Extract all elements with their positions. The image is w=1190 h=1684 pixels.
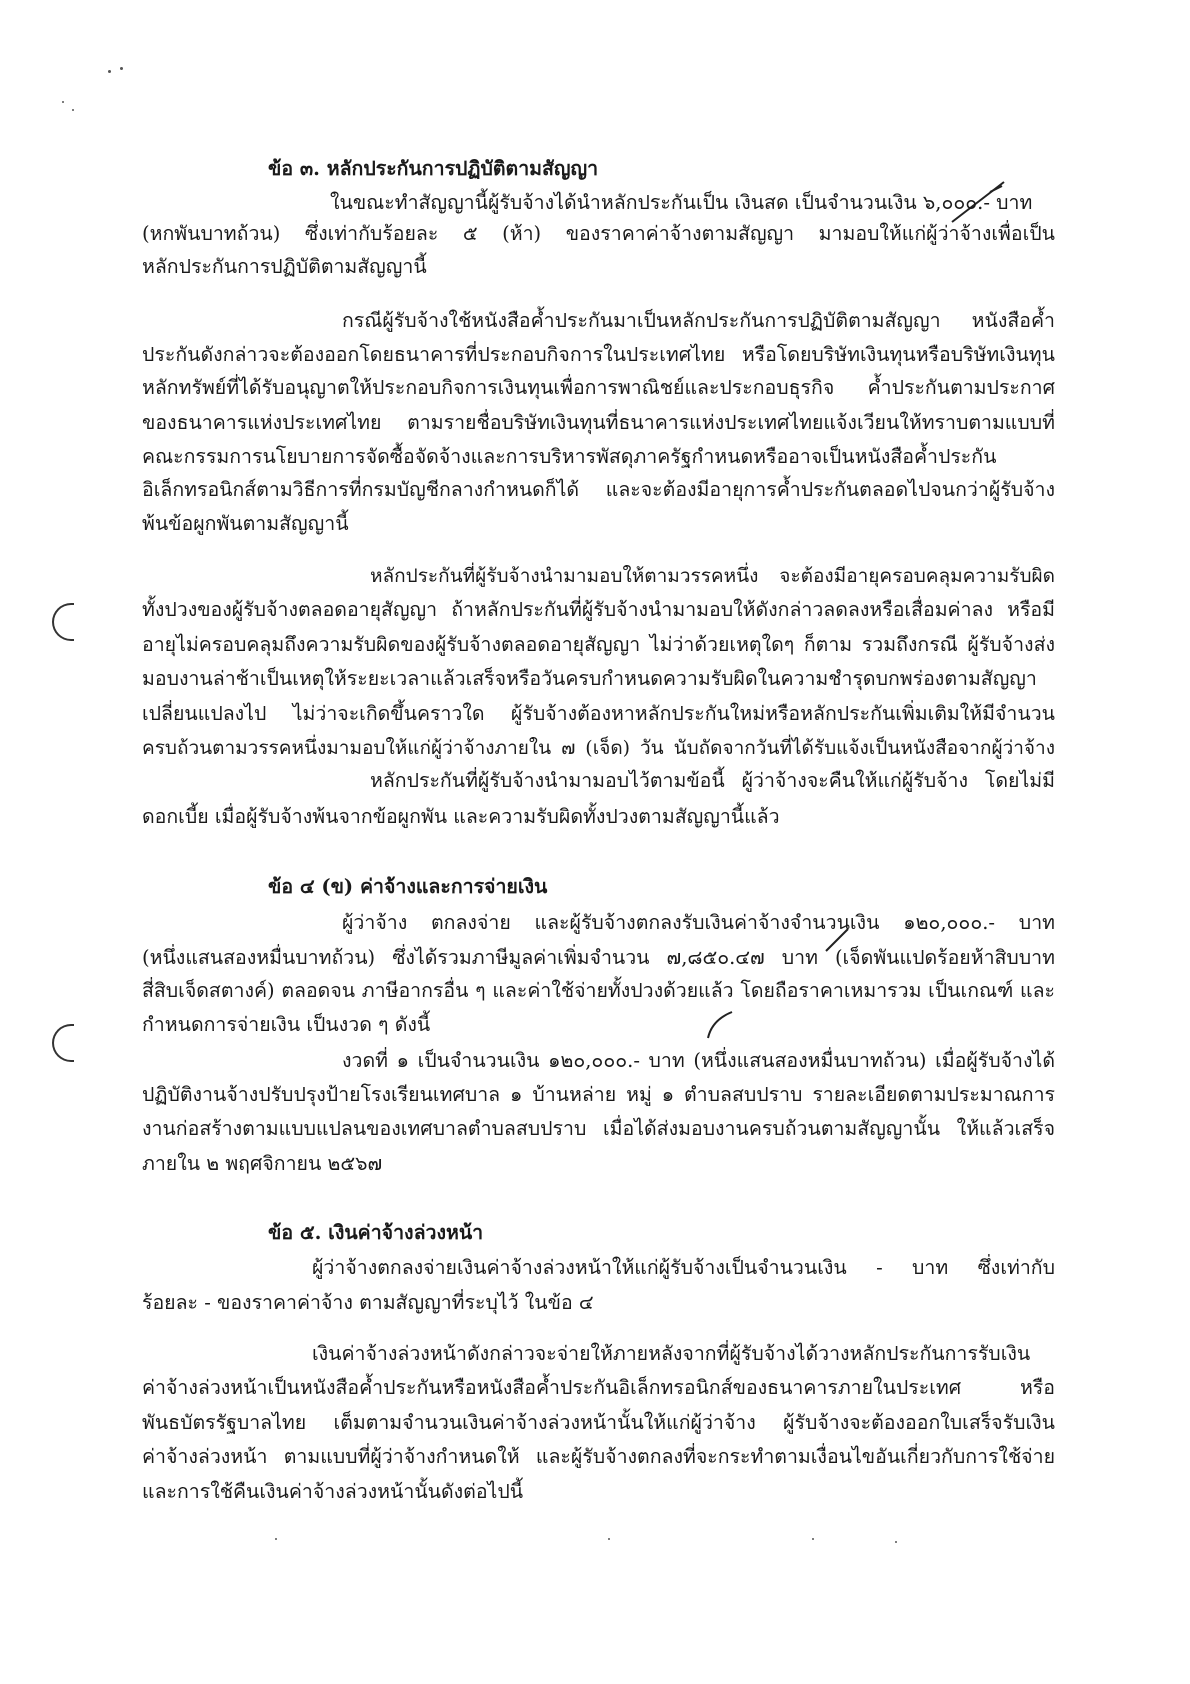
section-4-line: (หนึ่งแสนสองหมื่นบาทถ้วน) ซึ่งได้รวมภาษีมูลค่าเพิ่มจำนวน ๗,๘๕๐.๔๗ บาท (เจ็ดพันแปดร้อยห้าสิบบาท xyxy=(142,946,1055,969)
section-3-line: เปลี่ยนแปลงไป ไม่ว่าจะเกิดขึ้นคราวใด ผู้รับจ้างต้องหาหลักประกันใหม่หรือหลักประกันเพิ่มเติมให้มีจำนวน xyxy=(142,702,1055,725)
section-5-line: ร้อยละ - ของราคาค่าจ้าง ตามสัญญาที่ระบุไว้ ในข้อ ๔ xyxy=(142,1291,594,1314)
scan-speck xyxy=(62,101,64,103)
section-5-line: ค่าจ้างล่วงหน้า ตามแบบที่ผู้ว่าจ้างกำหนดให้ และผู้รับจ้างตกลงที่จะกระทำตามเงื่อนไขอันเกี่ยวกับการใช้จ่าย xyxy=(142,1445,1055,1468)
section-5-line: และการใช้คืนเงินค่าจ้างล่วงหน้านั้นดังต่อไปนี้ xyxy=(142,1480,524,1503)
pen-tick-mark xyxy=(702,1008,736,1042)
punch-hole-mark xyxy=(52,1024,74,1062)
scan-speck xyxy=(812,1538,814,1540)
section-3-line: อิเล็กทรอนิกส์ตามวิธีการที่กรมบัญชีกลางกำหนดก็ได้ และจะต้องมีอายุการค้ำประกันตลอดไปจนกว่าผู้รับจ้าง xyxy=(142,478,1055,501)
scan-speck xyxy=(608,1538,610,1540)
section-4-line: ปฏิบัติงานจ้างปรับปรุงป้ายโรงเรียนเทศบาล ๑ บ้านหล่าย หมู่ ๑ ตำบลสบปราบ รายละเอียดตามประมาณการ xyxy=(142,1083,1055,1106)
section-3-heading: ข้อ ๓. หลักประกันการปฏิบัติตามสัญญา xyxy=(268,157,599,180)
section-3-line: พ้นข้อผูกพันตามสัญญานี้ xyxy=(142,512,349,535)
section-4-heading: ข้อ ๔ (ข) ค่าจ้างและการจ่ายเงิน xyxy=(268,875,548,898)
punch-hole-mark xyxy=(52,603,74,641)
section-3-line: (หกพันบาทถ้วน) ซึ่งเท่ากับร้อยละ ๕ (ห้า) ของราคาค่าจ้างตามสัญญา มามอบให้แก่ผู้ว่าจ้างเพื่อเป็น xyxy=(142,222,1055,245)
section-4-line: ภายใน ๒ พฤศจิกายน ๒๕๖๗ xyxy=(142,1152,383,1175)
scan-speck xyxy=(275,1538,277,1540)
section-4-line: สี่สิบเจ็ดสตางค์) ตลอดจน ภาษีอากรอื่น ๆ และค่าใช้จ่ายทั้งปวงด้วยแล้ว โดยถือราคาเหมารวม เป็นเกณฑ์ และ xyxy=(142,979,1055,1002)
section-3-line: ครบถ้วนตามวรรคหนึ่งมามอบให้แก่ผู้ว่าจ้างภายใน ๗ (เจ็ด) วัน นับถัดจากวันที่ได้รับแจ้งเป็นหนังสือจากผู้ว่าจ้าง xyxy=(142,737,1055,759)
section-3-line: คณะกรรมการนโยบายการจัดซื้อจัดจ้างและการบริหารพัสดุภาครัฐกำหนดหรืออาจเป็นหนังสือค้ำประกัน xyxy=(142,445,997,468)
section-4-line: งานก่อสร้างตามแบบแปลนของเทศบาลตำบลสบปราบ เมื่อได้ส่งมอบงานครบถ้วนตามสัญญานั้น ให้แล้วเสร็จ xyxy=(142,1117,1055,1140)
section-3-line: ดอกเบี้ย เมื่อผู้รับจ้างพ้นจากข้อผูกพัน และความรับผิดทั้งปวงตามสัญญานี้แล้ว xyxy=(142,805,780,828)
section-3-line: ของธนาคารแห่งประเทศไทย ตามรายชื่อบริษัทเงินทุนที่ธนาคารแห่งประเทศไทยแจ้งเวียนให้ทราบตามแบบที่ xyxy=(142,411,1055,434)
section-4-line: ผู้ว่าจ้าง ตกลงจ่าย และผู้รับจ้างตกลงรับเงินค่าจ้างจำนวนเงิน ๑๒๐,๐๐๐.- บาท xyxy=(342,911,1055,934)
section-3-line: ประกันดังกล่าวจะต้องออกโดยธนาคารที่ประกอบกิจการในประเทศไทย หรือโดยบริษัทเงินทุนหรือบริษัทเงินทุน xyxy=(142,343,1055,366)
section-3-line: หลักประกันการปฏิบัติตามสัญญานี้ xyxy=(142,255,427,278)
scan-speck xyxy=(72,109,74,111)
section-3-line: อายุไม่ครอบคลุมถึงความรับผิดของผู้รับจ้างตลอดอายุสัญญา ไม่ว่าด้วยเหตุใดๆ ก็ตาม รวมถึงกรณี ผู้รับจ้างส่ง xyxy=(142,633,1055,656)
section-5-line: เงินค่าจ้างล่วงหน้าดังกล่าวจะจ่ายให้ภายหลังจากที่ผู้รับจ้างได้วางหลักประกันการรับเงิน xyxy=(312,1342,1031,1365)
section-5-line: ค่าจ้างล่วงหน้าเป็นหนังสือค้ำประกันหรือหนังสือค้ำประกันอิเล็กทรอนิกส์ของธนาคารภายในประเทศ หรือ xyxy=(142,1376,1055,1399)
section-3-line: หลักประกันที่ผู้รับจ้างนำมามอบไว้ตามข้อนี้ ผู้ว่าจ้างจะคืนให้แก่ผู้รับจ้าง โดยไม่มี xyxy=(370,769,1055,792)
section-3-line: หลักทรัพย์ที่ได้รับอนุญาตให้ประกอบกิจการเงินทุนเพื่อการพาณิชย์และประกอบธุรกิจ ค้ำประกันตามประกาศ xyxy=(142,376,1055,399)
scan-speck xyxy=(108,70,111,73)
section-3-line: ในขณะทำสัญญานี้ผู้รับจ้างได้นำหลักประกันเป็น เงินสด เป็นจำนวนเงิน ๖,๐๐๐.- บาท xyxy=(330,191,1033,214)
section-3-line: มอบงานล่าช้าเป็นเหตุให้ระยะเวลาแล้วเสร็จหรือวันครบกำหนดความรับผิดในความชำรุดบกพร่องตามสัญญา xyxy=(142,667,1037,690)
section-4-line: กำหนดการจ่ายเงิน เป็นงวด ๆ ดังนี้ xyxy=(142,1013,431,1036)
section-3-line: หลักประกันที่ผู้รับจ้างนำมามอบให้ตามวรรคหนึ่ง จะต้องมีอายุครอบคลุมความรับผิด xyxy=(370,565,1055,587)
section-5-heading: ข้อ ๕. เงินค่าจ้างล่วงหน้า xyxy=(268,1221,484,1244)
section-5-line: ผู้ว่าจ้างตกลงจ่ายเงินค่าจ้างล่วงหน้าให้แก่ผู้รับจ้างเป็นจำนวนเงิน - บาท ซึ่งเท่ากับ xyxy=(312,1256,1055,1279)
scan-speck xyxy=(120,67,123,70)
section-3-line: กรณีผู้รับจ้างใช้หนังสือค้ำประกันมาเป็นหลักประกันการปฏิบัติตามสัญญา หนังสือค้ำ xyxy=(342,309,1055,332)
section-5-line: พันธบัตรรัฐบาลไทย เต็มตามจำนวนเงินค่าจ้างล่วงหน้านั้นให้แก่ผู้ว่าจ้าง ผู้รับจ้างจะต้องออกใบเสร็จรับเงิน xyxy=(142,1411,1055,1434)
section-4-line: งวดที่ ๑ เป็นจำนวนเงิน ๑๒๐,๐๐๐.- บาท (หนึ่งแสนสองหมื่นบาทถ้วน) เมื่อผู้รับจ้างได้ xyxy=(342,1049,1055,1072)
scan-speck xyxy=(895,1541,897,1543)
section-3-line: ทั้งปวงของผู้รับจ้างตลอดอายุสัญญา ถ้าหลักประกันที่ผู้รับจ้างนำมามอบให้ดังกล่าวลดลงหรือเสื่อมค่าลง หรือมี xyxy=(142,598,1055,621)
